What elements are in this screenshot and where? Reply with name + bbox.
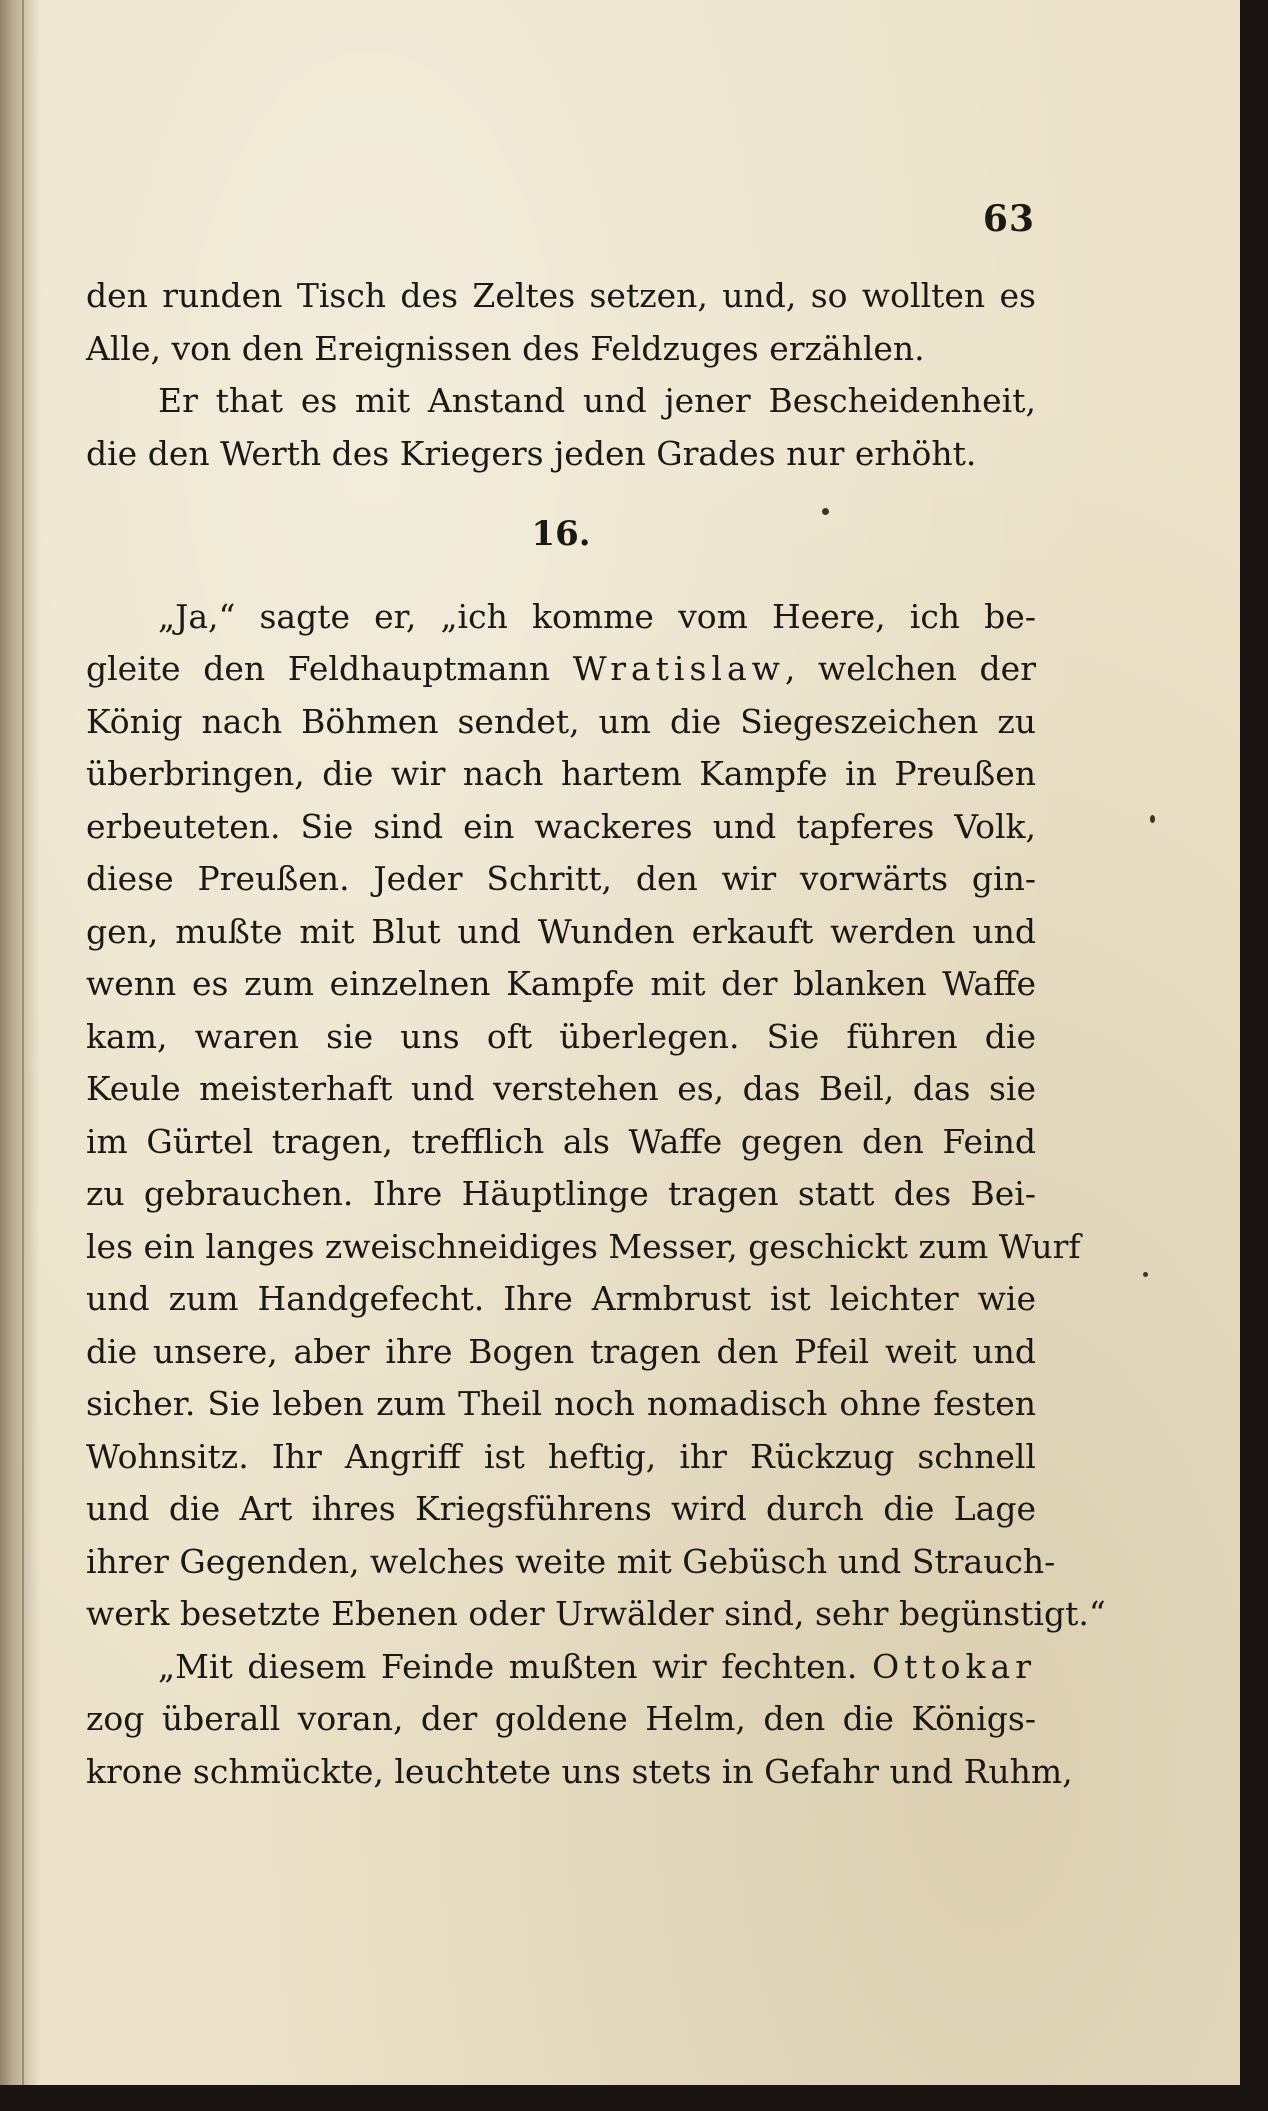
section-heading: 16.: [531, 514, 591, 554]
text-line: krone schmückte, leuchtete uns stets in Gefahr und Ruhm,: [86, 1751, 1073, 1791]
text-line: König nach Böhmen sendet, um die Siegeszeichen zu: [86, 701, 1036, 741]
binding-edge: [22, 0, 24, 2085]
spaced-name: Ottokar: [872, 1646, 1036, 1686]
text-line: den runden Tisch des Zeltes setzen, und, so wollten es: [86, 276, 1036, 315]
text-line: Alle, von den Ereignissen des Feldzuges erzählen.: [86, 328, 925, 368]
text-line: wenn es zum einzelnen Kampfe mit der blanken Waffe: [86, 964, 1036, 1003]
body-text: [86, 270, 1106, 1798]
text-line: diese Preußen. Jeder Schritt, den wir vorwärts gin-: [86, 859, 1036, 898]
text-line: und zum Handgefecht. Ihre Armbrust ist leichter wie: [86, 1279, 1036, 1318]
text-line: zu gebrauchen. Ihre Häuptlinge tragen statt des Bei-: [86, 1174, 1036, 1213]
text-line: werk besetzte Ebenen oder Urwälder sind, sehr begünstigt.“: [86, 1594, 1106, 1633]
ink-speck: [822, 508, 829, 515]
text-line: sicher. Sie leben zum Theil noch nomadisch ohne festen: [86, 1384, 1036, 1423]
ink-speck: [1143, 1272, 1148, 1277]
text-line: und die Art ihres Kriegsführens wird durch die Lage: [86, 1489, 1036, 1528]
ink-speck: [1150, 815, 1155, 823]
text-line: die unsere, aber ihre Bogen tragen den Pfeil weit und: [86, 1331, 1036, 1371]
text-line: zog überall voran, der goldene Helm, den die Königs-: [86, 1699, 1036, 1738]
text-line: kam, waren sie uns oft überlegen. Sie führen die: [86, 1016, 1036, 1056]
text-line: les ein langes zweischneidiges Messer, geschickt zum Wurf: [86, 1226, 1081, 1266]
binding-shadow: [0, 0, 40, 2085]
text-line: Er that es mit Anstand und jener Bescheidenheit,: [158, 381, 1036, 420]
text-line: Wohnsitz. Ihr Angriff ist heftig, ihr Rückzug schnell: [86, 1436, 1036, 1476]
text-line: Keule meisterhaft und verstehen es, das Beil, das sie: [86, 1069, 1036, 1108]
text-line: gleite den Feldhauptmann Wratislaw, welchen der: [86, 649, 1036, 688]
text-line: gen, mußte mit Blut und Wunden erkauft werden und: [86, 911, 1036, 951]
spaced-name: Wratislaw: [572, 649, 785, 688]
text-line: ihrer Gegenden, welches weite mit Gebüsch und Strauch-: [86, 1541, 1056, 1581]
text-line: im Gürtel tragen, trefflich als Waffe gegen den Feind: [86, 1121, 1036, 1161]
text-line: „Ja,“ sagte er, „ich komme vom Heere, ich be-: [158, 596, 1036, 636]
text-line: „Mit diesem Feinde mußten wir fechten. Ottokar: [158, 1646, 1036, 1686]
text-line: erbeuteten. Sie sind ein wackeres und tapferes Volk,: [86, 806, 1036, 846]
text-line: überbringen, die wir nach hartem Kampfe in Preußen: [86, 754, 1036, 793]
page-number: 63: [982, 198, 1035, 240]
text-line: die den Werth des Kriegers jeden Grades nur erhöht.: [86, 433, 977, 473]
